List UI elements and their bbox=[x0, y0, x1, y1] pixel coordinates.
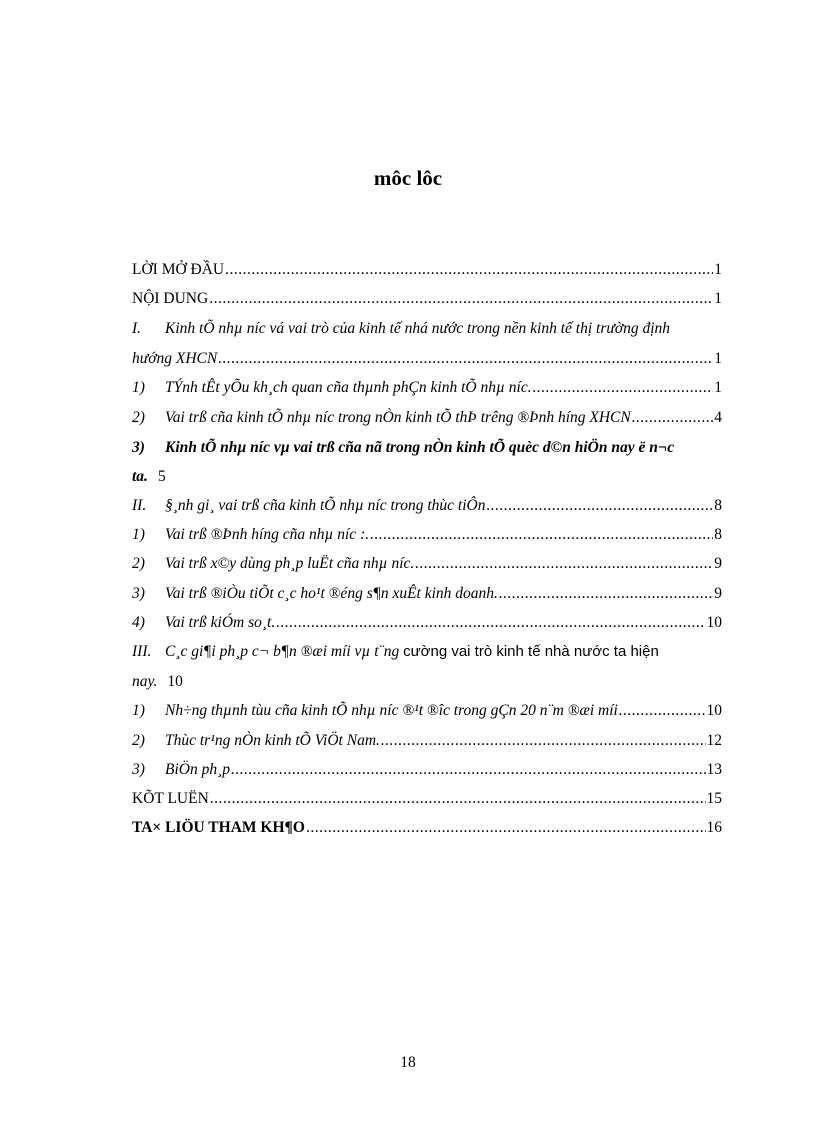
toc-entry-text: Vai trß kiÓm so¸t. bbox=[165, 614, 276, 631]
dot-leader bbox=[276, 613, 705, 633]
toc-entry-number: 1) bbox=[132, 379, 145, 396]
dot-leader bbox=[225, 260, 713, 280]
toc-entry-text: hướng XHCN bbox=[132, 350, 218, 367]
toc-entry-number: 2) bbox=[132, 732, 145, 749]
toc-entry-number: I. bbox=[132, 320, 142, 337]
toc-entry-sec1-1[interactable] bbox=[132, 378, 722, 398]
toc-entry-number: 3) bbox=[132, 761, 145, 778]
dot-leader bbox=[231, 760, 705, 780]
toc-page-number: 1 bbox=[714, 350, 722, 367]
toc-entry-sec2-1[interactable] bbox=[132, 525, 722, 545]
toc-page-number: 8 bbox=[714, 497, 722, 514]
toc-page-number: 13 bbox=[706, 761, 722, 778]
toc-page-number: 15 bbox=[706, 790, 722, 807]
toc-entry-ket-luan[interactable] bbox=[132, 789, 722, 809]
toc-page-number: 9 bbox=[714, 555, 722, 572]
toc-entry-number: 2) bbox=[132, 409, 145, 426]
dot-leader bbox=[381, 731, 706, 751]
toc-entry-text: TÝnh tÊt yÕu kh¸ch quan cña thµnh phÇn kinh tÕ nhµ níc. bbox=[165, 379, 532, 396]
dot-leader bbox=[306, 818, 706, 838]
toc-entry-sec1-line1[interactable] bbox=[132, 319, 670, 339]
toc-entry-text: TA× LIÖU THAM KH¶O bbox=[132, 819, 305, 836]
toc-entry-number: 4) bbox=[132, 614, 145, 631]
toc-entry-text: §¸nh gi¸ vai trß cña kinh tÕ nhµ níc trong thùc tiÔn bbox=[165, 497, 486, 514]
toc-page-number: 12 bbox=[706, 732, 722, 749]
toc-page-number: 10 bbox=[167, 673, 183, 690]
toc-entry-text: KÕT LUËN bbox=[132, 790, 209, 807]
toc-entry-sec3-1[interactable] bbox=[132, 701, 722, 721]
toc-entry-text: Nh÷ng thµnh tùu cña kinh tÕ nhµ níc ®¹t ®îc trong gÇn 20 n¨m ®æi míi bbox=[165, 702, 618, 719]
toc-entry-text: Vai trß cña kinh tÕ nhµ níc trong nÒn kinh tÕ thÞ trêng ®Þnh híng XHCN bbox=[165, 409, 631, 426]
toc-entry-text: Kinh tÕ nhµ níc vá vai trò của kinh tế nhá nước trong nền kinh tế thị trường định bbox=[165, 320, 671, 337]
toc-entry-text: NỘI DUNG bbox=[132, 290, 209, 307]
dot-leader bbox=[415, 554, 713, 574]
toc-entry-tai-lieu[interactable] bbox=[132, 818, 722, 838]
toc-entry-noi-dung[interactable] bbox=[132, 289, 722, 309]
toc-entry-text: ta. bbox=[132, 468, 148, 485]
toc-entry-number: 1) bbox=[132, 526, 145, 543]
toc-entry-text: nay. bbox=[132, 673, 158, 690]
toc-entry-sec3-3[interactable] bbox=[132, 760, 722, 780]
toc-entry-sec1-3-line2[interactable] bbox=[132, 467, 166, 487]
dot-leader bbox=[210, 789, 706, 809]
toc-entry-sec3-line2[interactable] bbox=[132, 672, 183, 692]
dot-leader bbox=[486, 496, 713, 516]
toc-entry-number: 2) bbox=[132, 555, 145, 572]
toc-entry-text: Kinh tÕ nhµ níc vµ vai trß cña nã trong nÒn kinh tÕ quèc d©n hiÖn nay ë n¬c bbox=[165, 439, 675, 456]
dot-leader bbox=[533, 378, 714, 398]
toc-page-number: 9 bbox=[714, 585, 722, 602]
toc-entry-text: BiÖn ph¸p bbox=[165, 761, 231, 778]
dot-leader bbox=[619, 701, 706, 721]
toc-page-number: 8 bbox=[714, 526, 722, 543]
page-title: môc lôc bbox=[373, 166, 443, 190]
toc-entry-loi-mo-dau[interactable] bbox=[132, 260, 722, 280]
toc-entry-sec1-line2[interactable] bbox=[132, 349, 722, 369]
dot-leader bbox=[499, 584, 713, 604]
toc-page-number: 1 bbox=[714, 261, 722, 278]
toc-entry-number: 3) bbox=[132, 585, 145, 602]
toc-entry-sec2[interactable] bbox=[132, 496, 722, 516]
toc-page-number: 5 bbox=[157, 468, 166, 485]
toc-entry-sec2-3[interactable] bbox=[132, 584, 722, 604]
toc-page-number: 4 bbox=[714, 409, 722, 426]
page-number-footer: 18 bbox=[400, 1054, 416, 1071]
toc-entry-number: 1) bbox=[132, 702, 145, 719]
toc-page-number: 1 bbox=[714, 290, 722, 307]
toc-entry-text: LỜI MỞ ĐẦU bbox=[132, 261, 225, 278]
toc-entry-sec3-line1[interactable] bbox=[132, 642, 659, 662]
toc-entry-sec2-2[interactable] bbox=[132, 554, 722, 574]
toc-entry-number: 3) bbox=[132, 439, 145, 456]
toc-entry-text: Vai trß x©y dùng ph¸p luËt cña nhµ níc. bbox=[165, 555, 415, 572]
dot-leader bbox=[370, 525, 713, 545]
toc-page-number: 10 bbox=[706, 702, 722, 719]
toc-entry-sec1-2[interactable] bbox=[132, 408, 722, 428]
toc-entry-text-sans: cường vai trò kinh tế nhà nước ta hiện bbox=[403, 643, 659, 660]
toc-entry-sec1-3-line1[interactable] bbox=[132, 438, 674, 458]
toc-entry-number: III. bbox=[132, 643, 152, 660]
toc-entry-text: C¸c gi¶i ph¸p c¬ b¶n ®æi míi vµ t¨ng bbox=[165, 643, 400, 660]
dot-leader bbox=[632, 408, 714, 428]
toc-entry-sec3-2[interactable] bbox=[132, 731, 722, 751]
dot-leader bbox=[209, 289, 713, 309]
toc-page-number: 1 bbox=[714, 379, 722, 396]
toc-entry-sec2-4[interactable] bbox=[132, 613, 722, 633]
toc-entry-text: Vai trß ®iÒu tiÕt c¸c ho¹t ®éng s¶n xuÊt kinh doanh. bbox=[165, 585, 498, 602]
toc-page-number: 10 bbox=[706, 614, 722, 631]
dot-leader bbox=[218, 349, 713, 369]
toc-entry-text: Thùc tr¹ng nÒn kinh tÕ ViÖt Nam. bbox=[165, 732, 380, 749]
toc-page-number: 16 bbox=[706, 819, 722, 836]
toc-entry-text: Vai trß ®Þnh híng cña nhµ níc :. bbox=[165, 526, 370, 543]
toc-entry-number: II. bbox=[132, 497, 147, 514]
